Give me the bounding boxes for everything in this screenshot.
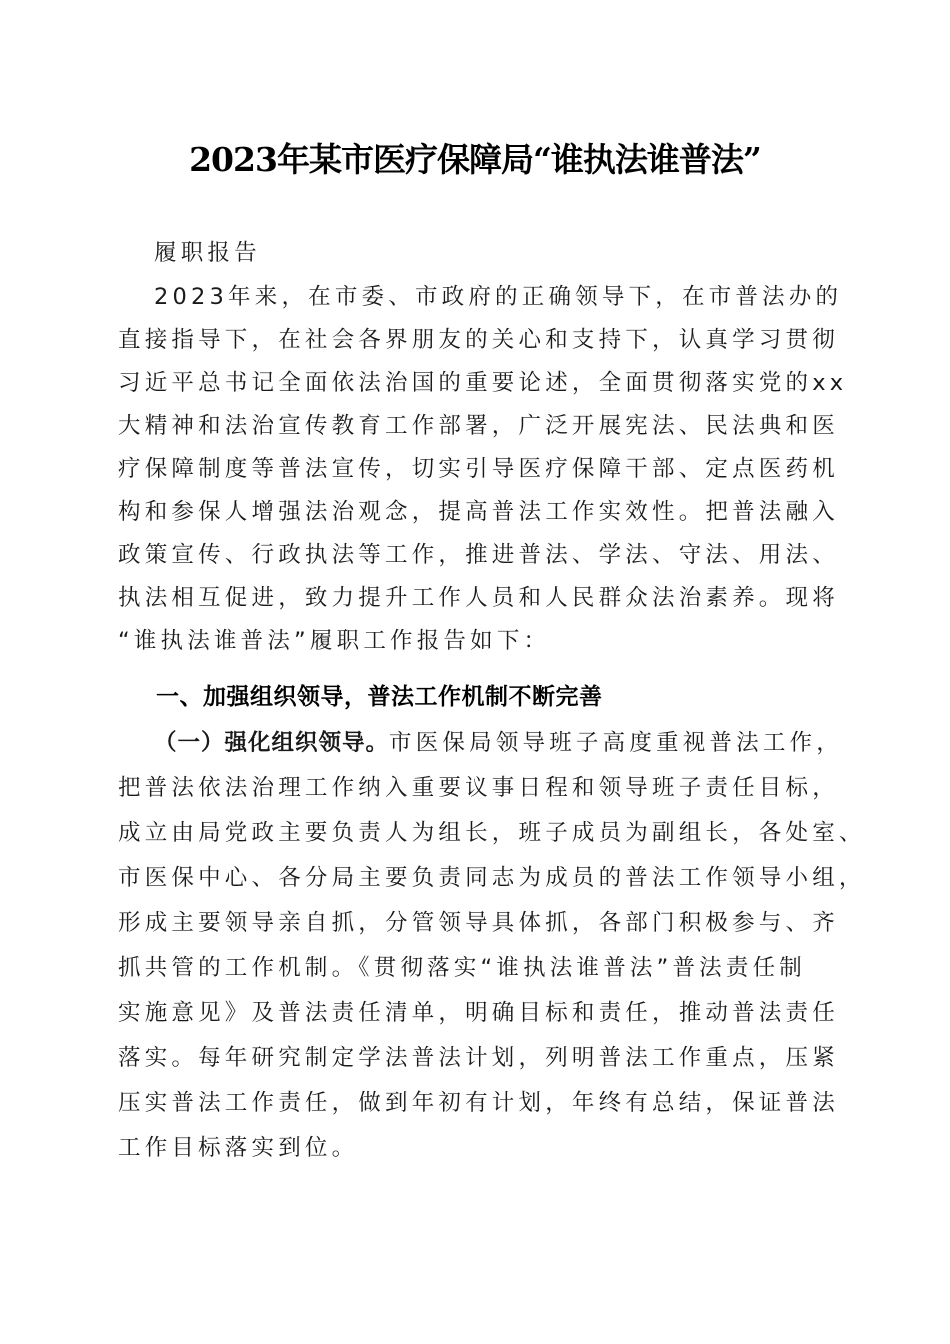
body-line: 实施意见》及普法责任清单，明确目标和责任，推动普法责任 [118,1000,839,1026]
intro-line: 直接指导下，在社会各界朋友的关心和支持下，认真学习贯彻 [118,327,839,353]
subsection-first-line-rest: 市医保局领导班子高度重视普法工作， [389,730,843,756]
body-line: 工作目标落实到位。 [118,1135,359,1161]
subtitle: 履职报告 [154,240,261,266]
intro-line: 政策宣传、行政执法等工作，推进普法、学法、守法、用法、 [118,542,839,568]
section-heading: 一、加强组织领导，普法工作机制不断完善 [156,684,603,710]
intro-line: 疗保障制度等普法宣传，切实引导医疗保障干部、定点医药机 [118,456,839,482]
intro-line: 构和参保人增强法治观念，提高普法工作实效性。把普法融入 [118,499,839,525]
subsection-first-line [154,722,843,765]
body-line: 把普法依法治理工作纳入重要议事日程和领导班子责任目标， [118,775,839,801]
intro-line: 2023年来，在市委、市政府的正确领导下，在市普法办的 [154,284,843,310]
intro-line: 大精神和法治宣传教育工作部署，广泛开展宪法、民法典和医 [118,413,839,439]
body-line: 压实普法工作责任，做到年初有计划，年终有总结，保证普法 [118,1090,839,1116]
intro-line: 习近平总书记全面依法治国的重要论述，全面贯彻落实党的xx [118,370,848,396]
body-line: 形成主要领导亲自抓，分管领导具体抓，各部门积极参与、齐 [118,910,839,936]
intro-line: 执法相互促进，致力提升工作人员和人民群众法治素养。现将 [118,585,839,611]
body-line: 抓共管的工作机制。《贯彻落实“谁执法谁普法”普法责任制 [118,955,806,981]
body-line: 落实。每年研究制定学法普法计划，列明普法工作重点，压紧 [118,1045,839,1071]
body-line: 市医保中心、各分局主要负责同志为成员的普法工作领导小组， [118,865,866,891]
subsection-lead: （一）强化组织领导。 [154,730,390,756]
body-line: 成立由局党政主要负责人为组长，班子成员为副组长，各处室、 [118,820,866,846]
intro-line: “谁执法谁普法”履职工作报告如下： [118,628,551,654]
document-title: 2023年某市医疗保障局“谁执法谁普法” [189,140,761,179]
